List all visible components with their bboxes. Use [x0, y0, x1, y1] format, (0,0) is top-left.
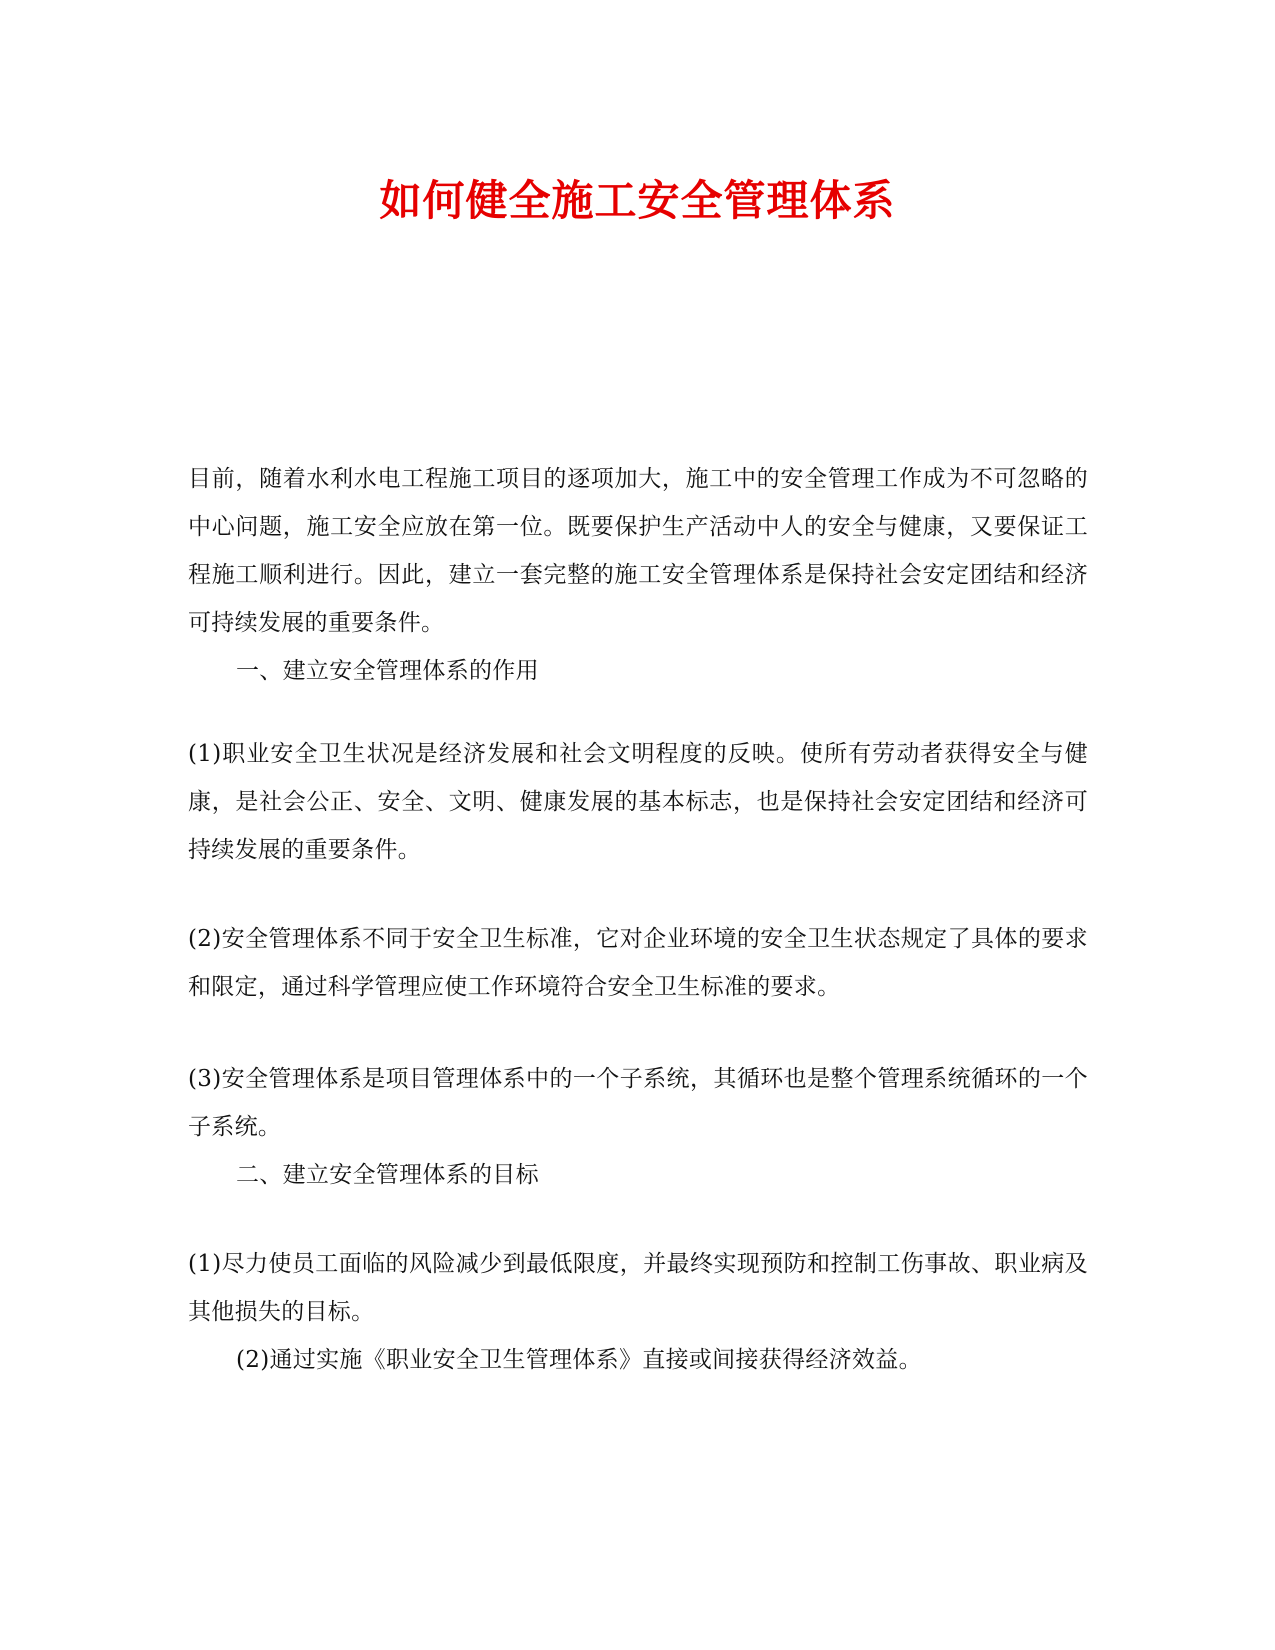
section-1-item-2-block	[188, 915, 1088, 1011]
document-title: 如何健全施工安全管理体系	[379, 176, 896, 225]
section-1-item-3-block	[188, 1055, 1088, 1199]
intro-block	[188, 455, 1088, 695]
section-1-item-2: (2)安全管理体系不同于安全卫生标准，它对企业环境的安全卫生状态规定了具体的要求和限定，通过科学管理应使工作环境符合安全卫生标准的要求。	[188, 926, 1088, 1000]
section-heading-1: 一、建立安全管理体系的作用	[236, 658, 539, 684]
section-2-item-1: (1)尽力使员工面临的风险减少到最低限度，并最终实现预防和控制工伤事故、职业病及其他损失的目标。	[188, 1251, 1088, 1325]
section-1-item-1-block	[188, 730, 1088, 874]
section-2-item-2: (2)通过实施《职业安全卫生管理体系》直接或间接获得经济效益。	[236, 1347, 922, 1373]
intro-paragraph: 目前，随着水利水电工程施工项目的逐项加大，施工中的安全管理工作成为不可忽略的中心问题，施工安全应放在第一位。既要保护生产活动中人的安全与健康，又要保证工程施工顺利进行。因此，建立一套完整的施工安全管理体系是保持社会安定团结和经济可持续发展的重要条件。	[188, 466, 1088, 636]
section-1-item-3: (3)安全管理体系是项目管理体系中的一个子系统，其循环也是整个管理系统循环的一个子系统。	[188, 1066, 1088, 1140]
section-heading-2: 二、建立安全管理体系的目标	[236, 1162, 539, 1188]
section-2-items-block	[188, 1240, 1088, 1384]
section-1-item-1: (1)职业安全卫生状况是经济发展和社会文明程度的反映。使所有劳动者获得安全与健康，是社会公正、安全、文明、健康发展的基本标志，也是保持社会安定团结和经济可持续发展的重要条件。	[188, 741, 1088, 863]
